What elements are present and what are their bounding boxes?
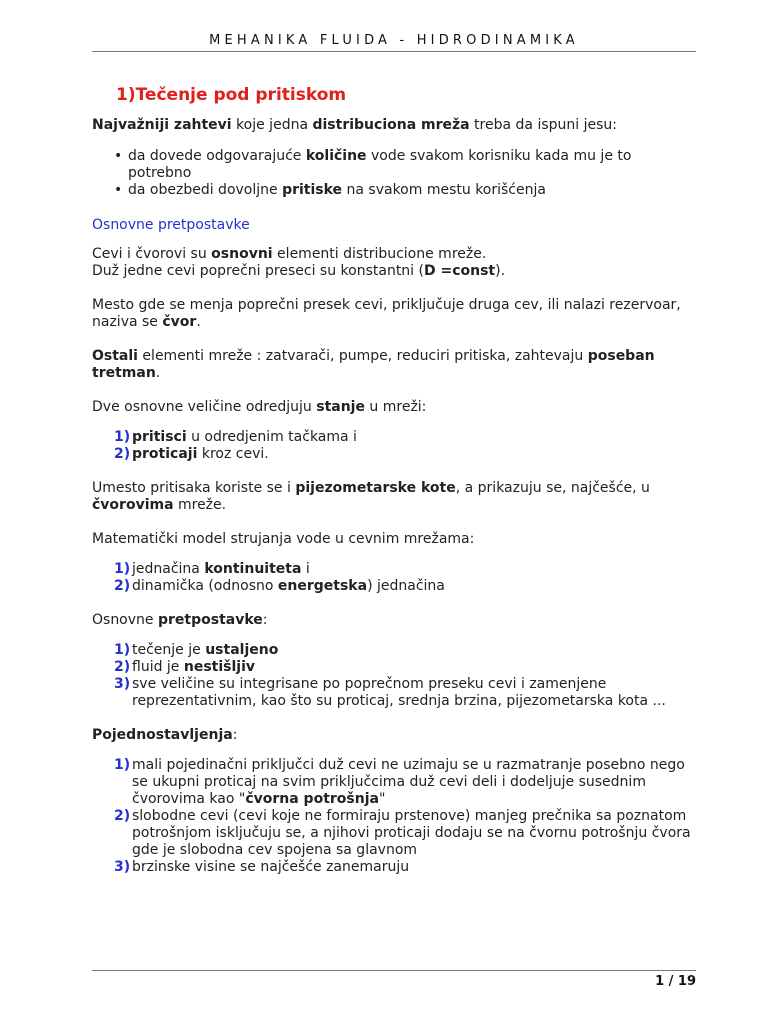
bold-text: Pojednostavljenja — [92, 727, 233, 743]
list-item — [92, 676, 696, 710]
list-item — [92, 429, 696, 446]
item-bold: kontinuiteta — [204, 561, 302, 577]
paragraph-node — [92, 297, 696, 331]
item-text: da dovede odgovarajuće — [128, 148, 306, 164]
assumptions-list — [92, 642, 696, 710]
list-item — [92, 182, 696, 199]
item-number: 3) — [114, 859, 131, 875]
item-text: sve veličine su integrisane po poprečnom preseku cevi i zamenjene reprezentativnim, kao što su proticaj, srednja brzina, pijezometarska kota ... — [132, 676, 666, 709]
text: mreže. — [173, 497, 227, 513]
item-number: 3) — [114, 676, 131, 692]
list-item — [92, 859, 696, 876]
requirements-list — [92, 148, 696, 199]
text: Umesto pritisaka koriste se i — [92, 480, 296, 496]
item-bold: količine — [305, 148, 367, 164]
paragraph-simplifications — [92, 727, 696, 744]
item-text: brzinske visine se najčešće zanemaruju — [132, 859, 410, 875]
bold-text: osnovni — [211, 246, 273, 262]
list-item — [92, 757, 696, 808]
item-number: 2) — [114, 446, 131, 462]
item-bold: ustaljeno — [205, 642, 279, 658]
intro-text-1: koje jedna — [231, 117, 313, 133]
text: Dve osnovne veličine odredjuju — [92, 399, 317, 415]
text: . — [155, 365, 161, 381]
item-number: 2) — [114, 578, 131, 594]
item-text: i — [301, 561, 310, 577]
item-number: 1) — [114, 429, 131, 445]
intro-text-2: treba da ispuni jesu: — [469, 117, 617, 133]
bold-text: pretpostavke — [157, 612, 263, 628]
paragraph-other-elements — [92, 348, 696, 382]
text: ). — [495, 263, 506, 279]
bold-text: poseban tretman — [92, 348, 655, 381]
intro-bold-1: Najvažniji zahtevi — [92, 117, 232, 133]
item-bold: energetska — [277, 578, 368, 594]
item-text: vode svakom korisniku kada mu je to potrebno — [128, 148, 632, 181]
paragraph-elements — [92, 246, 696, 280]
list-item — [92, 578, 696, 595]
list-item — [92, 659, 696, 676]
list-item — [92, 808, 696, 859]
subheading: Osnovne pretpostavke — [92, 217, 250, 233]
bold-text: pijezometarske kote — [295, 480, 456, 496]
item-text: tečenje je — [132, 642, 206, 658]
item-bold: nestišljiv — [183, 659, 256, 675]
item-bold: proticaji — [132, 446, 198, 462]
section-title: 1)Tečenje pod pritiskom — [116, 85, 347, 105]
text: elementi distribucione mreže. — [272, 246, 487, 262]
bold-text: D =const — [423, 263, 496, 279]
item-text: na svakom mestu korišćenja — [342, 182, 546, 198]
page-content — [92, 84, 696, 876]
item-text: " — [378, 791, 386, 807]
item-number: 2) — [114, 659, 131, 675]
item-text: da obezbedi dovoljne — [128, 182, 283, 198]
text: Osnovne — [92, 612, 158, 628]
intro-bold-2: distribuciona mreža — [312, 117, 470, 133]
page-number: 1 / 19 — [655, 974, 696, 989]
list-item — [92, 642, 696, 659]
item-text: kroz cevi. — [197, 446, 269, 462]
item-text: dinamička (odnosno — [132, 578, 278, 594]
item-text: fluid je — [132, 659, 184, 675]
text: Mesto gde se menja poprečni presek cevi, priključuje druga cev, ili nalazi rezervoar, naziva se — [92, 297, 681, 330]
item-number: 1) — [114, 642, 131, 658]
item-text: slobodne cevi (cevi koje ne formiraju prstenove) manjeg prečnika sa poznatom potrošnjom isključuju se, a njihovi proticaji dodaju se na čvornu potrošnju čvora gde je slobodna cev spojena sa glavnom — [132, 808, 691, 858]
bold-text: Ostali — [92, 348, 138, 364]
text: u mreži: — [364, 399, 427, 415]
text: : — [262, 612, 268, 628]
text: , a prikazuju se, najčešće, u — [455, 480, 650, 496]
list-item — [92, 148, 696, 182]
bold-text: stanje — [316, 399, 365, 415]
intro-paragraph — [92, 117, 696, 134]
item-number: 1) — [114, 561, 131, 577]
paragraph-model: Matematički model strujanja vode u cevnim mrežama: — [92, 531, 475, 547]
item-bold: čvorna potrošnja — [245, 791, 379, 807]
text: Duž jedne cevi poprečni preseci su konstantni ( — [92, 263, 424, 279]
text: : — [232, 727, 238, 743]
item-number: 2) — [114, 808, 131, 824]
item-text: jednačina — [132, 561, 205, 577]
item-text: mali pojedinačni priključci duž cevi ne uzimaju se u razmatranje posebno nego se ukupni proticaj na svim priključcima duž cevi deli i dodeljuje susednim čvorovima kao " — [132, 757, 685, 807]
text: elementi mreže : zatvarači, pumpe, reduciri pritiska, zahtevaju — [137, 348, 588, 364]
simplifications-list — [92, 757, 696, 876]
state-list — [92, 429, 696, 463]
paragraph-state — [92, 399, 696, 416]
list-item — [92, 446, 696, 463]
bold-text: čvor — [162, 314, 197, 330]
list-item — [92, 561, 696, 578]
paragraph-piezometric — [92, 480, 696, 514]
model-list — [92, 561, 696, 595]
item-bold: pritisci — [132, 429, 187, 445]
text: . — [196, 314, 201, 330]
footer-divider — [92, 970, 696, 971]
item-text: ) jednačina — [367, 578, 445, 594]
item-number: 1) — [114, 757, 131, 773]
paragraph-assumptions — [92, 612, 696, 629]
header-divider — [92, 51, 696, 52]
running-header: MEHANIKA FLUIDA - HIDRODINAMIKA — [209, 33, 579, 48]
bold-text: čvorovima — [92, 497, 174, 513]
item-bold: pritiske — [282, 182, 343, 198]
item-text: u odredjenim tačkama i — [186, 429, 357, 445]
text: Cevi i čvorovi su — [92, 246, 212, 262]
